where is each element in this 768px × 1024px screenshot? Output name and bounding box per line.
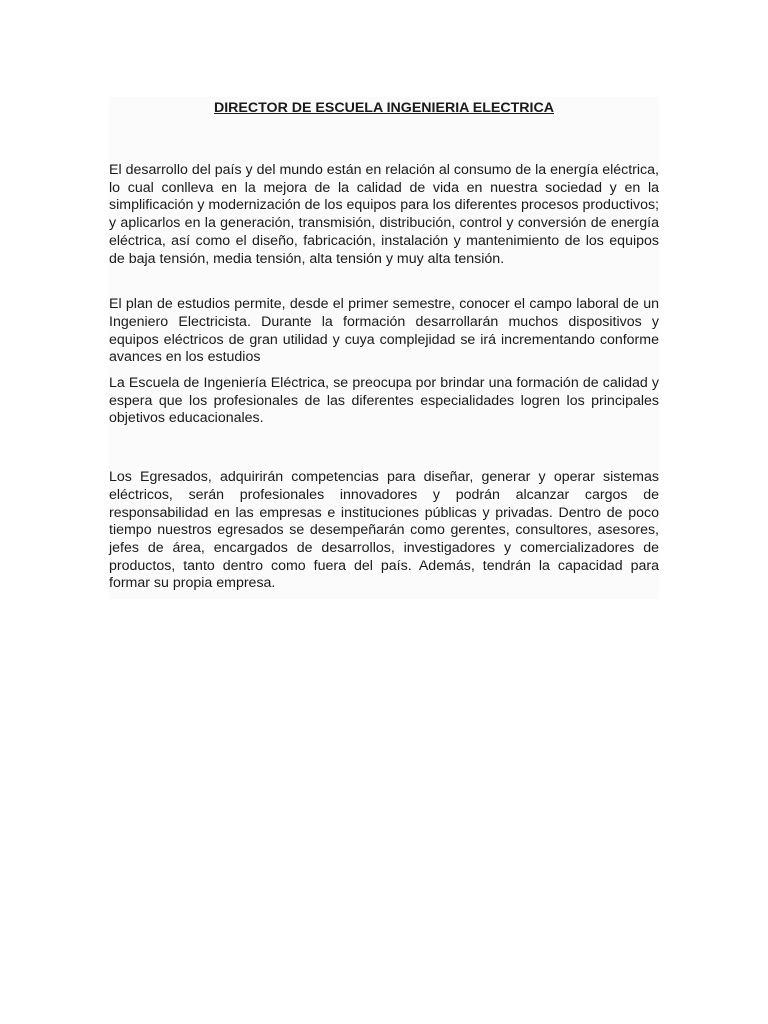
- paragraph-school: La Escuela de Ingeniería Eléctrica, se preocupa por brindar una formación de calidad y espera que los profesionales de las diferentes especialidades logren los principales objetivos educacionales.: [109, 375, 659, 427]
- document-body: [109, 97, 659, 599]
- paragraph-graduates: Los Egresados, adquirirán competencias para diseñar, generar y operar sistemas eléctricos, serán profesionales innovadores y podrán alcanzar cargos de responsabilidad en las empresas e instituciones públicas y privadas. Dentro de poco tiempo nuestros egresados se desempeñarán como gerentes, consultores, asesores, jefes de área, encargados de desarrollos, investigadores y comercializadores de productos, tanto dentro como fuera del país. Además, tendrán la capacidad para formar su propia empresa.: [109, 469, 659, 592]
- paragraph-energy: El desarrollo del país y del mundo están en relación al consumo de la energía eléctrica, lo cual conlleva en la mejora de la calidad de vida en nuestra sociedad y en la simplificación y modernización de los equipos para los diferentes procesos productivos; y aplicarlos en la generación, transmisión, distribución, control y conversión de energía eléctrica, así como el diseño, fabricación, instalación y mantenimiento de los equipos de baja tensión, media tensión, alta tensión y muy alta tensión.: [109, 162, 659, 267]
- document-title: DIRECTOR DE ESCUELA INGENIERIA ELECTRICA: [213, 100, 554, 116]
- paragraph-study-plan: El plan de estudios permite, desde el primer semestre, conocer el campo laboral de un Ingeniero Electricista. Durante la formación desarrollarán muchos dispositivos y equipos eléctricos de gran utilidad y cuya complejidad se irá incrementando conforme avances en los estudios: [109, 296, 659, 366]
